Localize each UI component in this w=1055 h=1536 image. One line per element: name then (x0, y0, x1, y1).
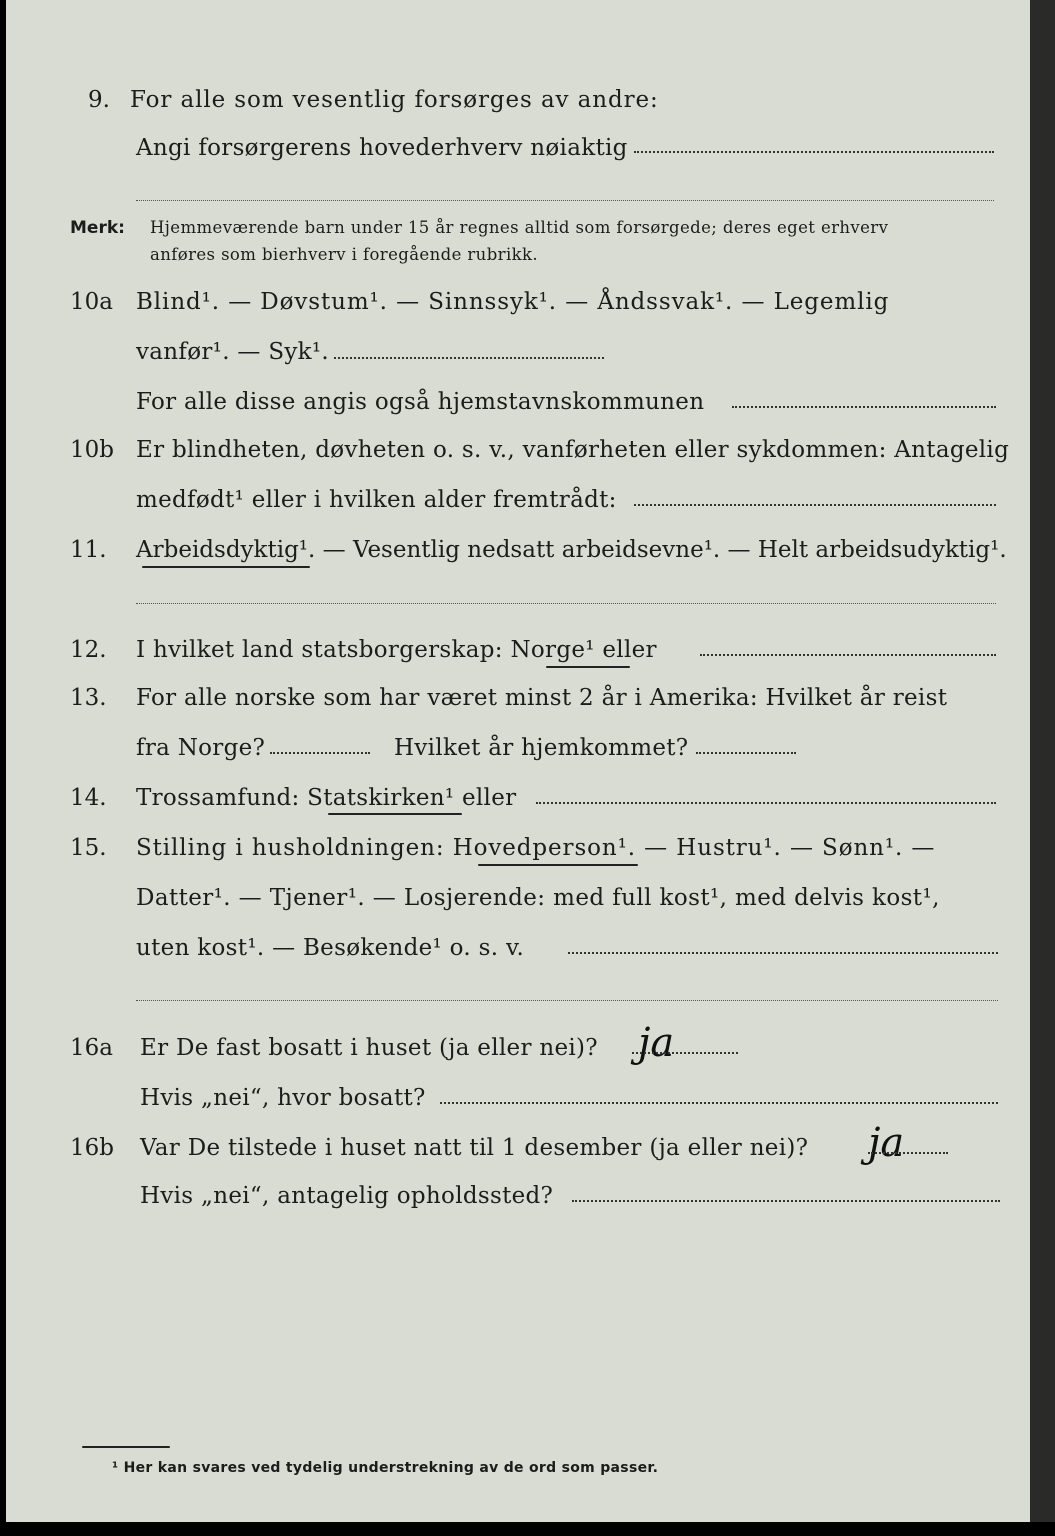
q9-answer-field[interactable] (634, 151, 994, 153)
q10a-line1: Blind¹. — Døvstum¹. — Sinnssyk¹. — Åndssvak¹. — Legemlig (136, 289, 890, 315)
q10a-syk-field[interactable] (334, 357, 604, 359)
q16b-line1: Var De tilstede i huset natt til 1 desember (ja eller nei)? (140, 1135, 809, 1161)
q14-answer-field[interactable] (536, 802, 996, 804)
q15-answer-line2[interactable] (136, 1000, 998, 1001)
q12-answer-field[interactable] (700, 654, 996, 656)
q13-line2a: fra Norge? (136, 735, 266, 761)
q16a-answer-field[interactable] (632, 1052, 738, 1054)
q10a-hjemstavn-field[interactable] (732, 406, 996, 408)
q15-answer-field[interactable] (568, 952, 998, 954)
q13-hjemkommet-field[interactable] (696, 752, 796, 754)
merk-line1: Hjemmeværende barn under 15 år regnes alltid som forsørgede; deres eget erhverv (150, 218, 889, 237)
q13-line1: For alle norske som har været minst 2 år i Amerika: Hvilket år reist (136, 685, 948, 711)
merk-line2: anføres som bierhverv i foregående rubrikk. (150, 245, 539, 264)
q9-line1: For alle som vesentlig forsørges av andre: (130, 87, 659, 113)
q16a-number: 16a (70, 1035, 113, 1061)
q16a-line2: Hvis „nei“, hvor bosatt? (140, 1085, 426, 1111)
q10b-line2: medfødt¹ eller i hvilken alder fremtrådt: (136, 487, 617, 513)
q15-line2: Datter¹. — Tjener¹. — Losjerende: med full kost¹, med delvis kost¹, (136, 885, 940, 911)
merk-label: Merk: (70, 218, 125, 238)
scan-border-bottom (0, 1522, 1055, 1536)
q16b-line2: Hvis „nei“, antagelig opholdssted? (140, 1183, 554, 1209)
q9-line2: Angi forsørgerens hovederhverv nøiaktig (136, 135, 628, 161)
q14-line1: Trossamfund: Statskirken¹ eller (136, 785, 517, 811)
q16b-opholdssted-field[interactable] (572, 1200, 1000, 1202)
q12-line1: I hvilket land statsborgerskap: Norge¹ eller (136, 637, 657, 663)
q10a-number: 10a (70, 289, 113, 315)
q10b-number: 10b (70, 437, 114, 463)
q11-number: 11. (70, 537, 107, 563)
q15-hovedperson-underline (478, 864, 638, 866)
q16a-bosatt-field[interactable] (440, 1102, 998, 1104)
q16a-line1: Er De fast bosatt i huset (ja eller nei)? (140, 1035, 598, 1061)
scan-border-right (1030, 0, 1055, 1536)
q15-number: 15. (70, 835, 107, 861)
q11-line1: Arbeidsdyktig¹. — Vesentlig nedsatt arbeidsevne¹. — Helt arbeidsudyktig¹. (136, 537, 1007, 563)
q11-arbeidsdyktig-underline (142, 566, 310, 568)
q16b-number: 16b (70, 1135, 114, 1161)
census-form-page (6, 0, 1030, 1522)
footnote-separator (82, 1446, 170, 1448)
q13-reist-field[interactable] (270, 752, 370, 754)
q16b-handwritten-answer: ja (868, 1120, 905, 1166)
q13-number: 13. (70, 685, 107, 711)
q12-norge-underline (546, 666, 630, 668)
q14-statskirken-underline (328, 813, 462, 815)
q10a-line3: For alle disse angis også hjemstavnskommunen (136, 389, 705, 415)
q13-line2b: Hvilket år hjemkommet? (394, 735, 689, 761)
q15-line3: uten kost¹. — Besøkende¹ o. s. v. (136, 935, 525, 961)
q12-number: 12. (70, 637, 107, 663)
q10b-answer-field[interactable] (634, 504, 996, 506)
q16b-answer-field[interactable] (868, 1152, 948, 1154)
footnote-text: ¹ Her kan svares ved tydelig understrekning av de ord som passer. (112, 1460, 659, 1476)
q15-line1: Stilling i husholdningen: Hovedperson¹. — Hustru¹. — Sønn¹. — (136, 835, 936, 861)
q9-answer-line2[interactable] (136, 200, 994, 201)
q10b-line1: Er blindheten, døvheten o. s. v., vanførheten eller sykdommen: Antagelig (136, 437, 1010, 463)
q11-answer-line[interactable] (136, 603, 996, 604)
q10a-line2: vanfør¹. — Syk¹. (136, 339, 330, 365)
q14-number: 14. (70, 785, 107, 811)
q16a-handwritten-answer: ja (638, 1020, 675, 1066)
q9-number: 9. (88, 87, 110, 113)
